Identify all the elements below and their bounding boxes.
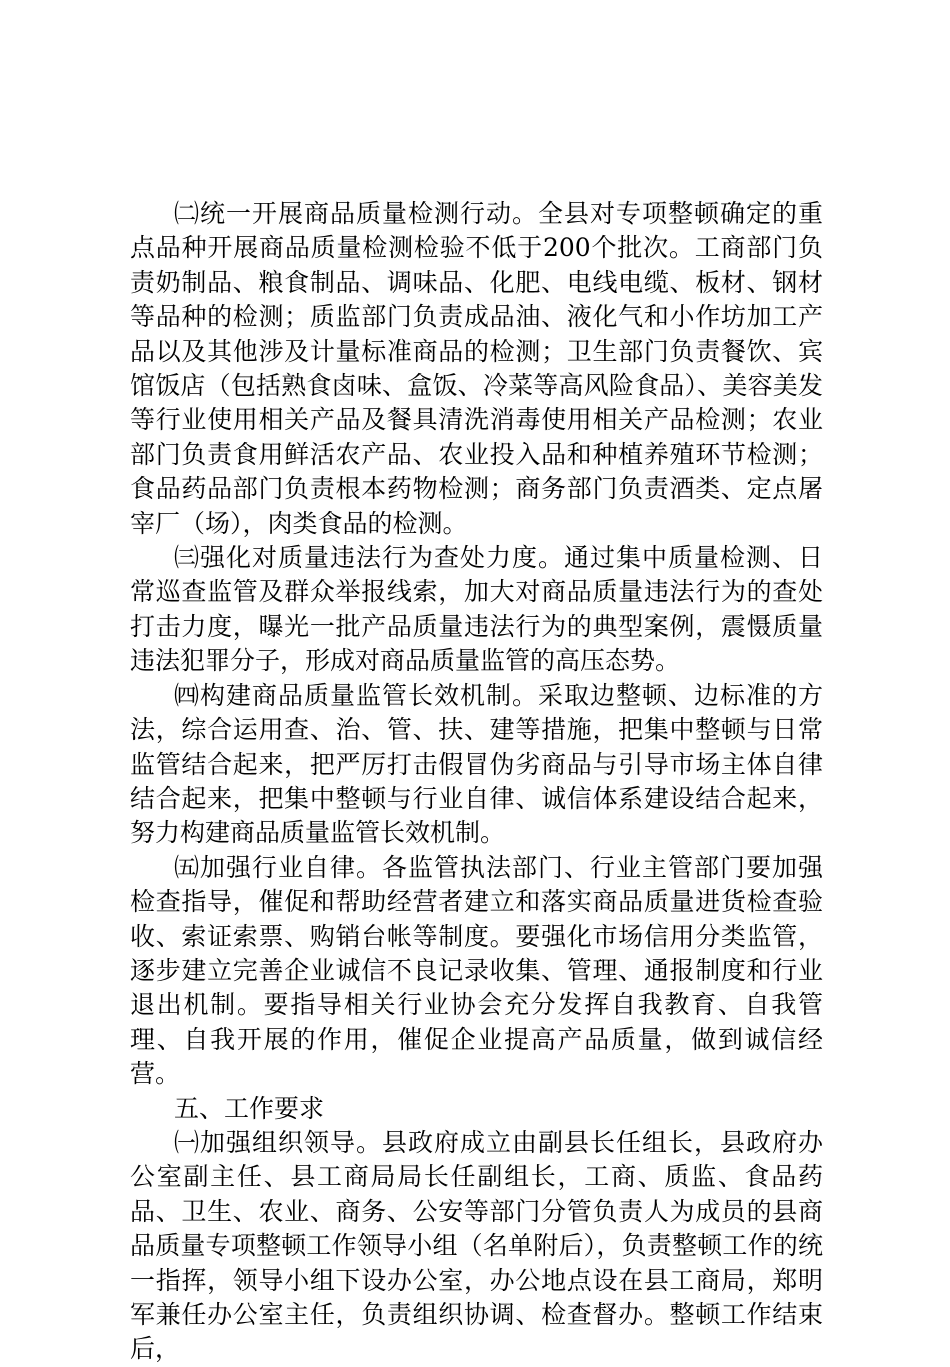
paragraph-strengthen-enforcement: ㈢强化对质量违法行为查处力度。通过集中质量检测、日常巡查监管及群众举报线索，加大对商品质量违法行为的查处打击力度，曝光一批产品质量违法行为的典型案例，震慑质量违法犯罪分子，形成对商品质量监管的高压态势。 xyxy=(130,543,823,676)
document-body xyxy=(130,197,823,1367)
section-heading-work-requirements: 五、工作要求 xyxy=(174,1093,325,1123)
paragraph-unified-quality-testing: ㈡统一开展商品质量检测行动。全县对专项整顿确定的重点品种开展商品质量检测检验不低于200个批次。工商部门负责奶制品、粮食制品、调味品、化肥、电线电缆、板材、钢材等品种的检测；质监部门负责成品油、液化气和小作坊加工产品以及其他涉及计量标准商品的检测；卫生部门负责餐饮、宾馆饭店（包括熟食卤味、盒饭、冷菜等高风险食品）、美容美发等行业使用相关产品及餐具清洗消毒使用相关产品检测；农业部门负责食用鲜活农产品、农业投入品和种植养殖环节检测；食品药品部门负责根本药物检测；商务部门负责酒类、定点屠宰厂（场），肉类食品的检测。 xyxy=(130,199,823,538)
paragraph-long-term-mechanism: ㈣构建商品质量监管长效机制。采取边整顿、边标准的方法，综合运用查、治、管、扶、建等措施，把集中整顿与日常监管结合起来，把严厉打击假冒伪劣商品与引导市场主体自律结合起来，把集中整顿与行业自律、诚信体系建设结合起来，努力构建商品质量监管长效机制。 xyxy=(130,680,823,848)
paragraph-organizational-leadership: ㈠加强组织领导。县政府成立由副县长任组长，县政府办公室副主任、县工商局局长任副组长，工商、质监、食品药品、卫生、农业、商务、公安等部门分管负责人为成员的县商品质量专项整顿工作领导小组（名单附后），负责整顿工作的统一指挥，领导小组下设办公室，办公地点设在县工商局，郑明军兼任办公室主任，负责组织协调、检查督办。整顿工作结束后， xyxy=(130,1127,823,1364)
paragraph-industry-self-discipline: ㈤加强行业自律。各监管执法部门、行业主管部门要加强检查指导，催促和帮助经营者建立和落实商品质量进货检查验收、索证索票、购销台帐等制度。要强化市场信用分类监管，逐步建立完善企业诚信不良记录收集、管理、通报制度和行业退出机制。要指导相关行业协会充分发挥自我教育、自我管理、自我开展的作用，催促企业提高产品质量，做到诚信经营。 xyxy=(130,852,823,1089)
